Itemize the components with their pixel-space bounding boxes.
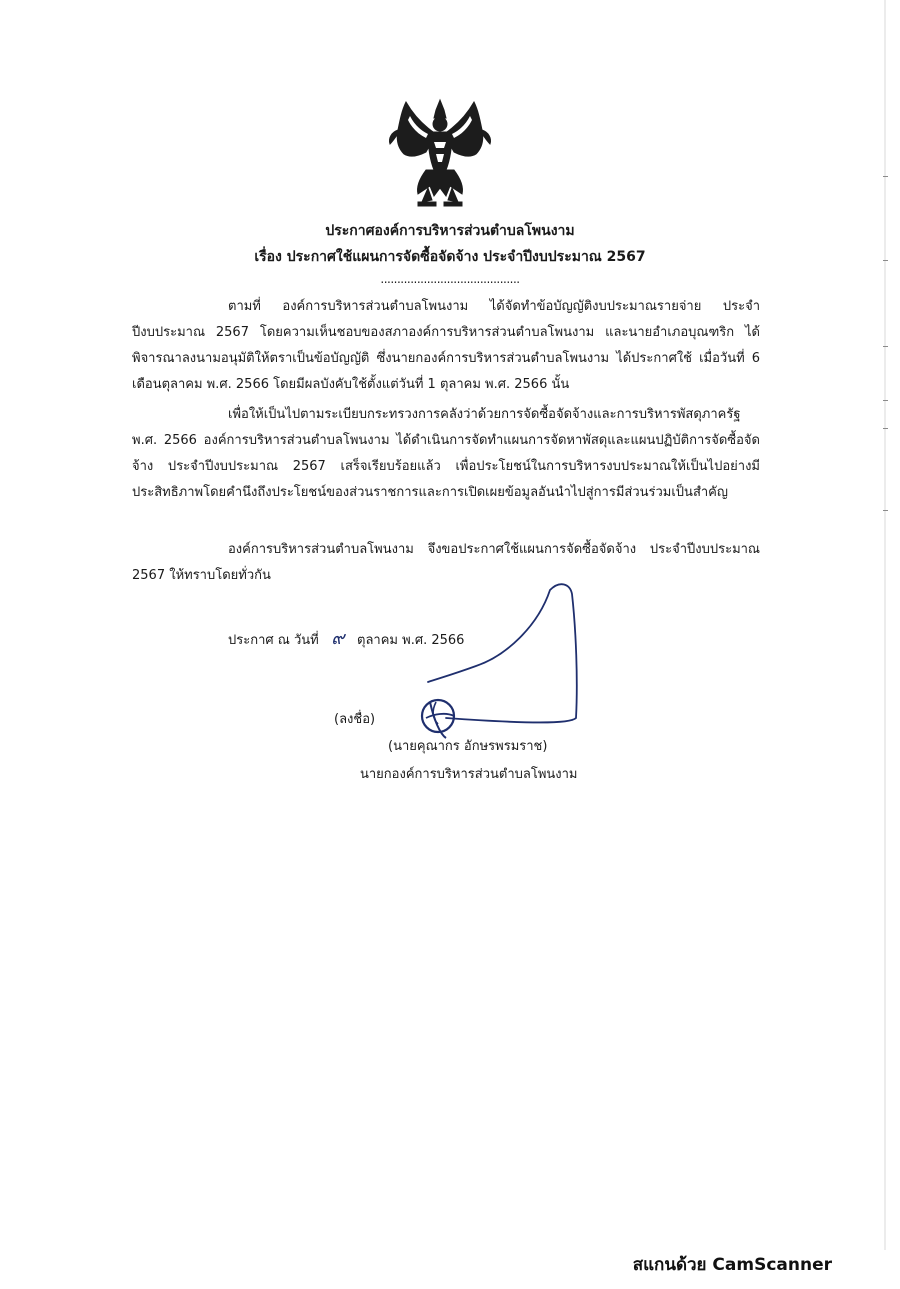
date-prefix: ประกาศ ณ วันที่: [228, 633, 319, 648]
camscanner-watermark: สแกนด้วย CamScanner: [632, 1255, 832, 1275]
announcement-title: ประกาศองค์การบริหารส่วนตำบลโพนงาม: [325, 223, 575, 239]
paragraph-text: ตามที่ องค์การบริหารส่วนตำบลโพนงาม ได้จัดทำข้อบัญญัติงบประมาณรายจ่าย ประจำปีงบประมาณ 2567 โดยความเห็นชอบของสภาองค์การบริหารส่วนตำบลโพนงาม และนายอำเภอบุณฑริก ได้พิจารณาลงนามอนุมัติให้ตราเป็นข้อบัญญัติ ซึ่งนายกองค์การบริหารส่วนตำบลโพนงาม ได้ประกาศใช้ เมื่อวันที่ 6 เดือนตุลาคม พ.ศ. 2566 โดยมีผลบังคับใช้ตั้งแต่วันที่ 1 ตุลาคม พ.ศ. 2566 นั้น: [132, 299, 760, 392]
scan-edge: [884, 0, 886, 1250]
body-paragraph: [132, 294, 760, 398]
signature-label: (ลงชื่อ): [334, 712, 376, 727]
handwritten-signature-icon: [410, 570, 590, 750]
scan-edge-mark: [883, 176, 888, 177]
title-separator: ..........................................: [380, 272, 520, 286]
body-paragraph: [132, 402, 760, 506]
date-suffix: ตุลาคม พ.ศ. 2566: [357, 633, 465, 648]
announcement-subject: เรื่อง ประกาศใช้แผนการจัดซื้อจัดจ้าง ประจำปีงบประมาณ 2567: [254, 249, 646, 265]
paragraph-text: องค์การบริหารส่วนตำบลโพนงาม จึงขอประกาศใช้แผนการจัดซื้อจัดจ้าง ประจำปีงบประมาณ 2567 ให้ทราบโดยทั่วกัน: [132, 542, 760, 583]
scan-edge-mark: [883, 428, 888, 429]
signer-name: (นายคุณากร อักษรพรมราช): [388, 739, 548, 754]
handwritten-day: ๙: [331, 628, 345, 649]
scan-edge-mark: [883, 400, 888, 401]
scan-edge-mark: [883, 346, 888, 347]
garuda-emblem-icon: [384, 96, 496, 208]
signer-position: นายกองค์การบริหารส่วนตำบลโพนงาม: [360, 767, 578, 782]
paragraph-text: เพื่อให้เป็นไปตามระเบียบกระทรวงการคลังว่าด้วยการจัดซื้อจัดจ้างและการบริหารพัสดุภาครัฐ พ.ศ. 2566 องค์การบริหารส่วนตำบลโพนงาม ได้ดำเนินการจัดทำแผนการจัดหาพัสดุและแผนปฏิบัติการจัดซื้อจัดจ้าง ประจำปีงบประมาณ 2567 เสร็จเรียบร้อยแล้ว เพื่อประโยชน์ในการบริหารงบประมาณให้เป็นไปอย่างมีประสิทธิภาพโดยคำนึงถึงประโยชน์ของส่วนราชการและการเปิดเผยข้อมูลอันนำไปสู่การมีส่วนร่วมเป็นสำคัญ: [132, 407, 760, 500]
scan-edge-mark: [883, 510, 888, 511]
